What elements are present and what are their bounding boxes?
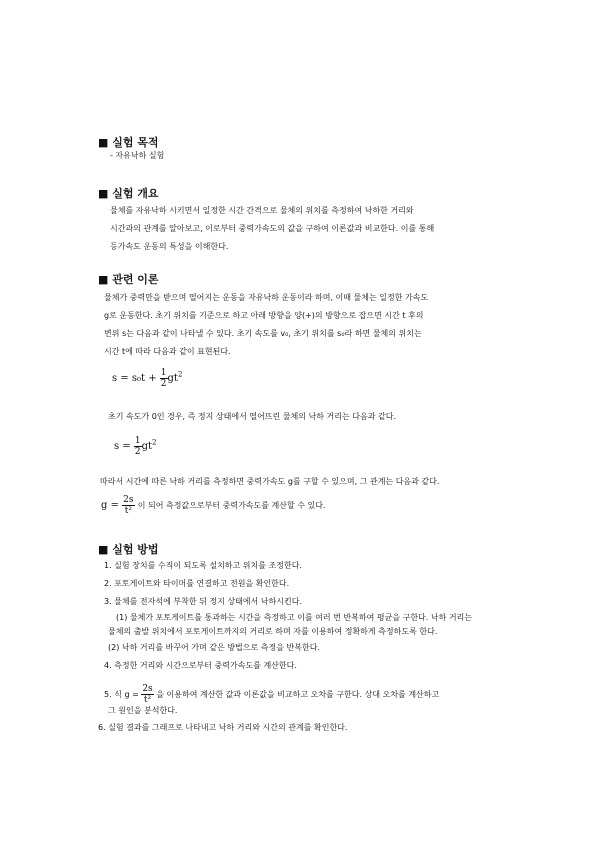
method-item-formula — [104, 684, 439, 705]
equation-exponent: 2 — [177, 370, 183, 379]
fraction-denominator: t² — [143, 695, 152, 705]
purpose-line: - 자유낙하 실험 — [110, 151, 165, 160]
equation-lhs: s = s₀t + — [112, 373, 157, 384]
equation-tail: 이 되어 측정값으로부터 중력가속도를 계산할 수 있다. — [137, 501, 326, 510]
theory-line: 물체가 중력만을 받으며 떨어지는 운동을 자유낙하 운동이라 하며, 이때 물체는 일정한 가속도 — [104, 293, 429, 302]
section-heading-theory: ■ 관련 이론 — [98, 273, 159, 286]
overview-line: 물체를 자유낙하 시키면서 일정한 시간 간격으로 물체의 위치를 측정하여 낙하한 거리와 — [110, 206, 414, 215]
theory-after-line: 따라서 시간에 따른 낙하 거리를 측정하면 중력가속도 g를 구할 수 있으며, 그 관계는 다음과 같다. — [100, 477, 440, 486]
fraction-denominator: t² — [124, 506, 132, 516]
equation-variable: gt — [141, 441, 153, 452]
fraction-numerator: 2s — [123, 495, 134, 505]
fraction-denominator: 2 — [134, 447, 141, 457]
method-item: 6. 실험 결과를 그래프로 나타내고 낙하 거리와 시간의 관계를 확인한다. — [98, 723, 348, 732]
fraction-one-half — [160, 368, 168, 389]
overview-line: 시간과의 관계를 알아보고, 이로부터 중력가속도의 값을 구하여 이론값과 비교한다. 이를 통해 — [110, 224, 435, 233]
equation-lhs: s = — [114, 441, 131, 452]
theory-line: 시간 t에 따라 다음과 같이 표현된다. — [104, 347, 231, 356]
method-item-prefix: 5. 식 g = — [104, 690, 139, 699]
fraction-denominator: 2 — [160, 379, 167, 389]
equation-exponent: 2 — [152, 438, 157, 447]
fraction-numerator: 1 — [134, 436, 141, 446]
overview-line: 등가속도 운동의 특성을 이해한다. — [110, 242, 229, 251]
method-item: 4. 측정한 거리와 시간으로부터 중력가속도를 계산한다. — [104, 661, 297, 670]
method-item-continuation: 그 원인을 분석한다. — [108, 706, 178, 715]
equation-variable: gt — [167, 373, 178, 384]
method-subitem: 물체의 출발 위치에서 포토게이트까지의 거리로 하며 자를 이용하여 정확하게 측정하도록 한다. — [108, 627, 438, 636]
theory-mid-line: 초기 속도가 0인 경우, 즉 정지 상태에서 떨어뜨린 물체의 낙하 거리는 다음과 같다. — [108, 412, 396, 421]
method-subitem: (1) 물체가 포토게이트를 통과하는 시간을 측정하고 이를 여러 번 반복하여 평균을 구한다. 낙하 거리는 — [116, 613, 473, 622]
fraction-numerator: 1 — [160, 368, 167, 378]
fraction-one-half — [134, 436, 142, 457]
fraction-numerator: 2s — [142, 684, 153, 694]
equation-free-fall — [114, 436, 157, 457]
method-item: 2. 포토게이트와 타이머를 연결하고 전원을 확인한다. — [104, 579, 290, 588]
section-heading-overview: ■ 실험 개요 — [98, 187, 159, 200]
section-heading-purpose: ■ 실험 목적 — [98, 136, 159, 149]
method-item-suffix: 을 이용하여 계산한 값과 이론값을 비교하고 오차를 구한다. 상대 오차를 계산하고 — [156, 690, 440, 699]
theory-line: 변위 s는 다음과 같이 나타낼 수 있다. 초기 속도를 v₀, 초기 위치를 s₀라 하면 물체의 위치는 — [104, 329, 422, 338]
fraction-2s-over-t2 — [141, 684, 153, 705]
method-subitem: (2) 낙하 거리를 바꾸어 가며 같은 방법으로 측정을 반복한다. — [108, 643, 320, 652]
equation-gravity — [101, 495, 326, 516]
method-item: 3. 물체를 전자석에 부착한 뒤 정지 상태에서 낙하시킨다. — [104, 597, 302, 606]
section-heading-method: ■ 실험 방법 — [98, 543, 159, 556]
theory-line: g로 운동한다. 초기 위치를 기준으로 하고 아래 방향을 양(+)의 방향으로 잡으면 시간 t 후의 — [104, 311, 424, 320]
method-item: 1. 실험 장치를 수직이 되도록 설치하고 위치를 조정한다. — [104, 561, 302, 570]
fraction-2s-over-t2 — [122, 495, 134, 516]
equation-displacement — [112, 368, 182, 389]
equation-lhs: g = — [101, 500, 119, 511]
